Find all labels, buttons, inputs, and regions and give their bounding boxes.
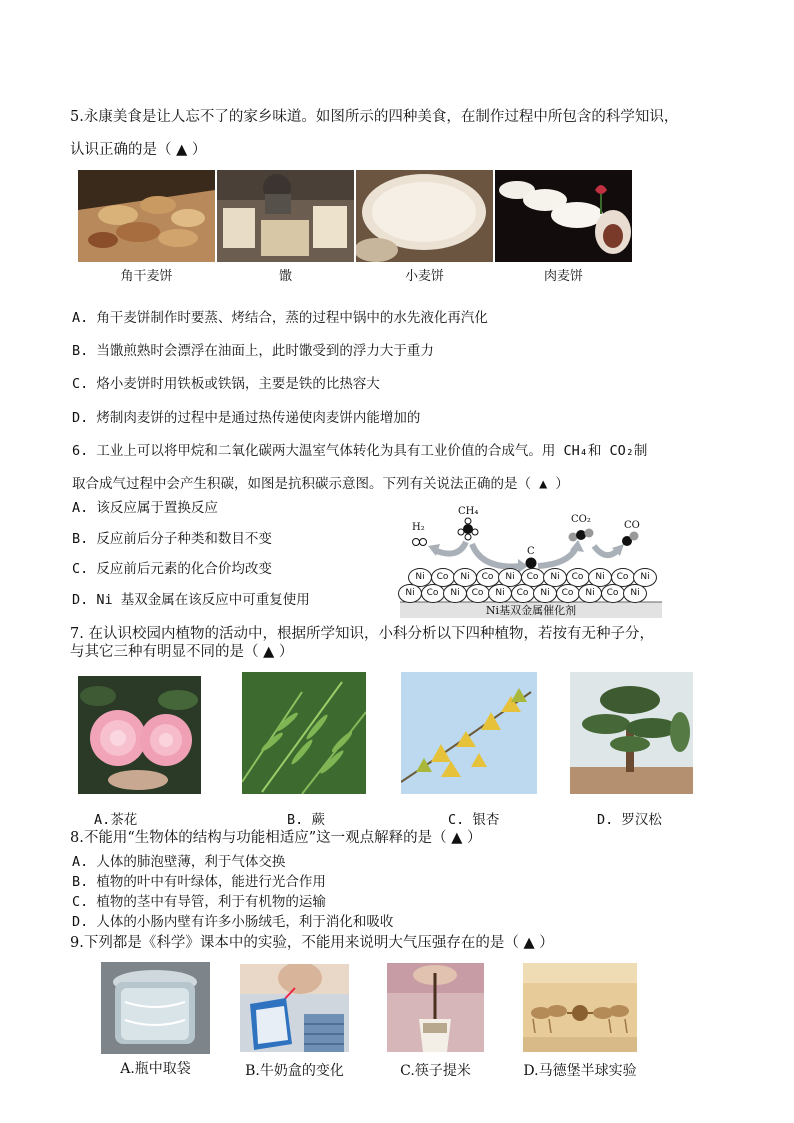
q9-caption-b: B.牛奶盒的变化 xyxy=(245,1063,344,1079)
catalyst-atom: Co xyxy=(601,584,625,603)
food-photo-jiaogan-maibing xyxy=(78,170,215,262)
h2-label: H₂ xyxy=(412,522,425,533)
catalyst-atom-layer xyxy=(398,500,664,604)
catalyst-atom: Ni xyxy=(633,568,657,587)
experiment-photo-bag-in-bottle xyxy=(101,962,210,1054)
food-photo-xiao-maibing xyxy=(356,170,493,262)
q5-caption-2: 馓 xyxy=(278,269,292,284)
co-label: CO xyxy=(624,520,640,531)
q7-caption-b: B. 蕨 xyxy=(287,812,325,828)
q5-option-c: C. 烙小麦饼时用铁板或铁锅，主要是铁的比热容大 xyxy=(72,376,380,392)
q8-option-d: D. 人体的小肠内壁有许多小肠绒毛，利于消化和吸收 xyxy=(72,914,394,930)
q5-option-d: D. 烤制肉麦饼的过程中是通过热传递使肉麦饼内能增加的 xyxy=(72,410,421,426)
q9-caption-a: A.瓶中取袋 xyxy=(120,1061,191,1077)
catalyst-label: Ni基双金属催化剂 xyxy=(485,604,577,617)
food-photo-san xyxy=(217,170,354,262)
q8-stem: 8.不能用“生物体的结构与功能相适应”这一观点解释的是（ ▲ ） xyxy=(70,830,482,846)
catalyst-atom: Co xyxy=(511,584,535,603)
q5-caption-3: 小麦饼 xyxy=(404,269,444,284)
catalyst-atom: Co xyxy=(556,584,580,603)
catalyst-atom: Co xyxy=(431,568,455,587)
c-label: C xyxy=(527,546,535,557)
q7-stem-line2: 与其它三种有明显不同的是（ ▲ ） xyxy=(70,644,294,660)
catalyst-atom: Ni xyxy=(398,584,422,603)
catalyst-atom: Ni xyxy=(578,584,602,603)
catalyst-atom: Ni xyxy=(453,568,477,587)
q8-option-a: A. 人体的肺泡壁薄，利于气体交换 xyxy=(72,854,286,870)
q5-stem-line1: 5.永康美食是让人忘不了的家乡味道。如图所示的四种美食，在制作过程中所包含的科学知识， xyxy=(70,109,679,125)
food-photo-rou-maibing xyxy=(495,170,632,262)
catalyst-atom: Ni xyxy=(498,568,522,587)
q7-caption-a: A.茶花 xyxy=(94,812,138,828)
plant-photo-camellia xyxy=(78,676,201,794)
q7-caption-c: C. 银杏 xyxy=(448,812,500,828)
catalyst-atom: Ni xyxy=(623,584,647,603)
q8-option-b: B. 植物的叶中有叶绿体，能进行光合作用 xyxy=(72,874,326,890)
q5-option-a: A. 角干麦饼制作时要蒸、烤结合，蒸的过程中锅中的水先液化再汽化 xyxy=(72,310,488,326)
plant-photo-podocarpus xyxy=(570,672,693,794)
q6-option-a: A. 该反应属于置换反应 xyxy=(72,500,218,516)
catalyst-atom: Ni xyxy=(543,568,567,587)
q6-stem-line2: 取合成气过程中会产生积碳，如图是抗积碳示意图。下列有关说法正确的是（ ▲ ） xyxy=(72,476,569,492)
q7-caption-d: D. 罗汉松 xyxy=(597,812,662,828)
co2-label: CO₂ xyxy=(571,514,591,525)
anti-carbon-deposition-diagram xyxy=(398,500,664,620)
catalyst-atom: Ni xyxy=(443,584,467,603)
catalyst-atom: Ni xyxy=(588,568,612,587)
plant-photo-fern xyxy=(242,672,366,794)
q8-option-c: C. 植物的茎中有导管，利于有机物的运输 xyxy=(72,894,326,910)
q5-caption-4: 肉麦饼 xyxy=(543,269,583,284)
ch4-label: CH₄ xyxy=(458,506,479,517)
q5-stem-line2: 认识正确的是（ ▲ ） xyxy=(70,142,207,158)
catalyst-atom: Co xyxy=(421,584,445,603)
catalyst-atom: Ni xyxy=(408,568,432,587)
plant-photo-ginkgo xyxy=(401,672,537,794)
catalyst-atom: Co xyxy=(466,584,490,603)
q5-option-b: B. 当馓煎熟时会漂浮在油面上，此时馓受到的浮力大于重力 xyxy=(72,343,434,359)
experiment-photo-milk-carton xyxy=(240,964,349,1052)
q6-option-c: C. 反应前后元素的化合价均改变 xyxy=(72,561,272,577)
q5-caption-1: 角干麦饼 xyxy=(120,269,173,284)
catalyst-atom: Ni xyxy=(533,584,557,603)
experiment-photo-magdeburg-hemispheres xyxy=(523,963,637,1052)
q6-stem-line1: 6. 工业上可以将甲烷和二氧化碳两大温室气体转化为具有工业价值的合成气。用 CH₄和 CO₂制 xyxy=(72,443,648,459)
catalyst-atom: Co xyxy=(611,568,635,587)
q9-stem: 9.下列都是《科学》课本中的实验，不能用来说明大气压强存在的是（ ▲ ） xyxy=(70,935,554,951)
q9-caption-d: D.马德堡半球实验 xyxy=(523,1063,637,1079)
q9-caption-c: C.筷子提米 xyxy=(400,1063,471,1079)
q6-option-b: B. 反应前后分子种类和数目不变 xyxy=(72,531,272,547)
catalyst-atom: Co xyxy=(476,568,500,587)
catalyst-atom: Co xyxy=(566,568,590,587)
q7-stem-line1: 7. 在认识校园内植物的活动中，根据所学知识，小科分析以下四种植物，若按有无种子分， xyxy=(70,626,654,642)
experiment-photo-chopstick-rice xyxy=(387,963,484,1052)
q6-option-d: D. Ni 基双金属在该反应中可重复使用 xyxy=(72,592,310,608)
catalyst-atom: Co xyxy=(521,568,545,587)
catalyst-atom: Ni xyxy=(488,584,512,603)
